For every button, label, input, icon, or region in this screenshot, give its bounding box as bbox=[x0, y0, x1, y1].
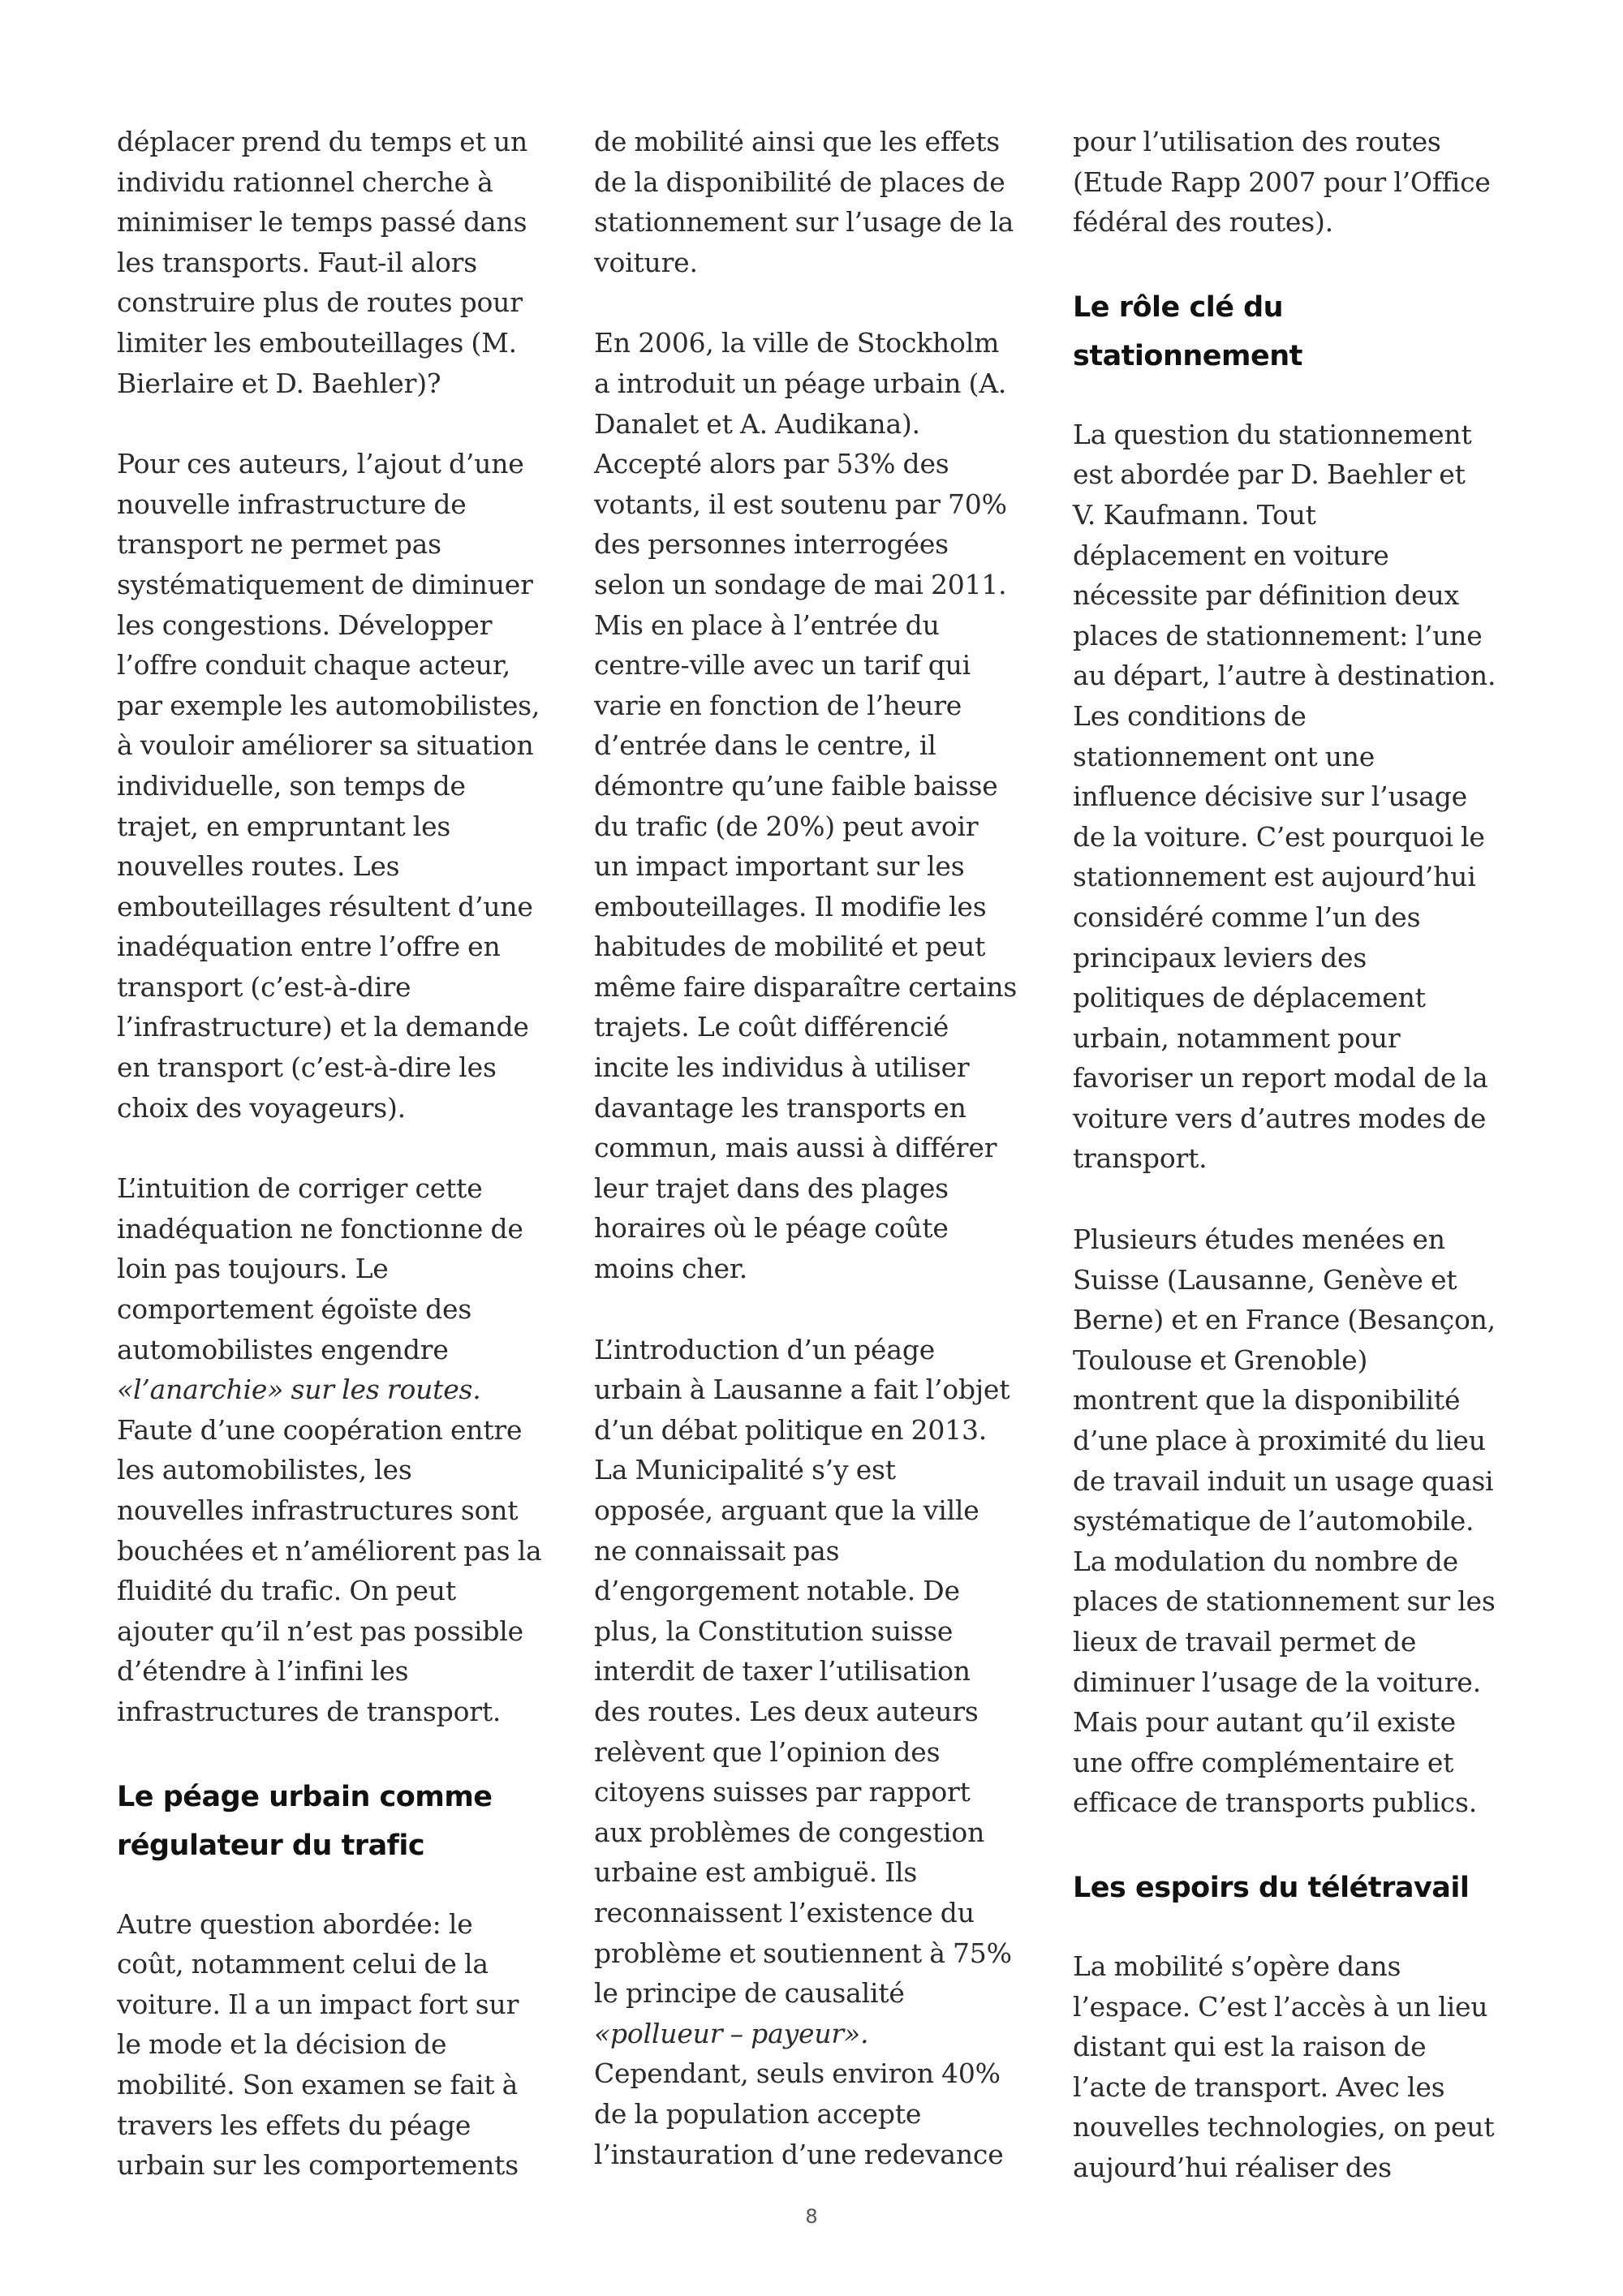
text-line: systématique de l’automobile. bbox=[1073, 1505, 1474, 1537]
text-line: relèvent que l’opinion des bbox=[594, 1735, 941, 1768]
text-line: choix des voyageurs). bbox=[117, 1091, 406, 1124]
page-number: 8 bbox=[805, 2205, 818, 2228]
text-line: mobilité. Son examen se fait à bbox=[117, 2068, 519, 2100]
heading-line: stationnement bbox=[1073, 339, 1302, 372]
text-line: individuelle, son temps de bbox=[117, 769, 466, 802]
text-line: de la population accepte bbox=[594, 2097, 922, 2130]
text-line: systématiquement de diminuer bbox=[117, 568, 533, 600]
text-line: automobilistes engendre bbox=[117, 1333, 449, 1365]
text-line: nouvelles infrastructures sont bbox=[117, 1494, 519, 1526]
text-line: Mis en place à l’entrée du bbox=[594, 608, 940, 641]
text-line: moins cher. bbox=[594, 1253, 748, 1285]
heading-line: Les espoirs du télétravail bbox=[1073, 1871, 1470, 1904]
text-line: d’entrée dans le centre, il bbox=[594, 729, 936, 762]
text-line: places de stationnement: l’une bbox=[1073, 619, 1483, 651]
text-line: selon un sondage de mai 2011. bbox=[594, 568, 1007, 600]
text-line: voiture. bbox=[594, 246, 698, 278]
text-line: trajets. Le coût différencié bbox=[594, 1011, 949, 1043]
text-line: travers les effets du péage bbox=[117, 2109, 471, 2141]
text-line: le mode et la décision de bbox=[117, 2028, 447, 2061]
paragraph bbox=[117, 1168, 559, 1731]
text-line: «pollueur – payeur». bbox=[594, 2017, 869, 2049]
text-line: interdit de taxer l’utilisation bbox=[594, 1655, 971, 1688]
text-line: Autre question abordée: le bbox=[117, 1907, 473, 1940]
text-column-2 bbox=[594, 122, 1036, 2215]
text-line: La mobilité s’opère dans bbox=[1073, 1950, 1401, 1982]
text-line: l’acte de transport. Avec les bbox=[1073, 2070, 1445, 2103]
text-line: nécessite par définition deux bbox=[1073, 579, 1459, 612]
heading-line: régulateur du trafic bbox=[117, 1829, 425, 1862]
text-line: La question du stationnement bbox=[1073, 418, 1472, 450]
text-line: limiter les embouteillages (M. bbox=[117, 326, 517, 359]
section-heading bbox=[1073, 283, 1515, 381]
text-line: davantage les transports en bbox=[594, 1091, 966, 1124]
text-line: des routes. Les deux auteurs bbox=[594, 1695, 979, 1727]
text-line: bouchées et n’améliorent pas la bbox=[117, 1534, 542, 1567]
text-line: construire plus de routes pour bbox=[117, 286, 523, 319]
paragraph bbox=[1073, 1219, 1515, 1823]
text-line: voiture vers d’autres modes de bbox=[1073, 1102, 1487, 1134]
text-line: comportement égoïste des bbox=[117, 1293, 472, 1326]
text-line: places de stationnement sur les bbox=[1073, 1585, 1496, 1618]
text-line: du trafic (de 20%) peut avoir bbox=[594, 810, 979, 842]
text-line: démontre qu’une faible baisse bbox=[594, 769, 998, 802]
text-line: l’instauration d’une redevance bbox=[594, 2138, 1004, 2170]
text-line: transport (c’est-à-dire bbox=[117, 970, 411, 1003]
text-column-1 bbox=[117, 122, 559, 2226]
text-line: le principe de causalité bbox=[594, 1977, 905, 2010]
text-line: Danalet et A. Audikana). bbox=[594, 407, 920, 440]
text-line: individu rationnel cherche à bbox=[117, 166, 493, 198]
text-line: centre-ville avec un tarif qui bbox=[594, 649, 971, 681]
paragraph bbox=[1073, 415, 1515, 1179]
text-line: trajet, en empruntant les bbox=[117, 810, 451, 842]
text-line: Cependant, seuls environ 40% bbox=[594, 2057, 1001, 2090]
heading-line: Le rôle clé du bbox=[1073, 290, 1284, 324]
text-line: citoyens suisses par rapport bbox=[594, 1776, 971, 1808]
paragraph bbox=[117, 122, 559, 403]
text-line: transport. bbox=[1073, 1142, 1208, 1175]
text-line: nouvelles technologies, on peut bbox=[1073, 2111, 1495, 2143]
text-line: problème et soutiennent à 75% bbox=[594, 1937, 1012, 1969]
text-line: efficace de transports publics. bbox=[1073, 1786, 1477, 1819]
text-line: La Municipalité s’y est bbox=[594, 1454, 896, 1486]
paragraph bbox=[117, 1904, 559, 2186]
text-line: urbaine est ambiguë. Ils bbox=[594, 1856, 918, 1889]
text-line: Berne) et en France (Besançon, bbox=[1073, 1304, 1496, 1336]
text-line: les automobilistes, les bbox=[117, 1454, 412, 1486]
text-line: En 2006, la ville de Stockholm bbox=[594, 327, 1000, 359]
text-line: les transports. Faut-il alors bbox=[117, 246, 477, 278]
paragraph bbox=[594, 1330, 1036, 2174]
section-heading bbox=[117, 1773, 559, 1870]
heading-line: Le péage urbain comme bbox=[117, 1780, 493, 1813]
text-line: d’étendre à l’infini les bbox=[117, 1655, 409, 1688]
text-line: Les conditions de bbox=[1073, 699, 1307, 732]
text-line: plus, la Constitution suisse bbox=[594, 1615, 954, 1647]
text-line: transport ne permet pas bbox=[117, 528, 441, 561]
text-line: l’infrastructure) et la demande bbox=[117, 1011, 529, 1043]
text-line: horaires où le péage coûte bbox=[594, 1212, 949, 1245]
text-line: inadéquation ne fonctionne de bbox=[117, 1212, 523, 1245]
text-line: L’introduction d’un péage bbox=[594, 1333, 936, 1365]
text-line: montrent que la disponibilité bbox=[1073, 1384, 1461, 1417]
text-line: Plusieurs études menées en bbox=[1073, 1223, 1445, 1256]
text-line: au départ, l’autre à destination. bbox=[1073, 660, 1496, 692]
text-line: urbain à Lausanne a fait l’objet bbox=[594, 1374, 1010, 1406]
text-line: Accepté alors par 53% des bbox=[594, 448, 949, 480]
text-line: est abordée par D. Baehler et bbox=[1073, 458, 1466, 491]
text-line: inadéquation entre l’offre en bbox=[117, 931, 501, 963]
text-line: distant qui est la raison de bbox=[1073, 2031, 1427, 2063]
section-heading bbox=[1073, 1864, 1515, 1912]
paragraph bbox=[117, 444, 559, 1128]
text-line: Pour ces auteurs, l’ajout d’une bbox=[117, 448, 524, 480]
text-line: diminuer l’usage de la voiture. bbox=[1073, 1666, 1481, 1698]
text-line: (Etude Rapp 2007 pour l’Office bbox=[1073, 166, 1491, 198]
text-line: d’engorgement notable. De bbox=[594, 1575, 960, 1607]
text-line: en transport (c’est-à-dire les bbox=[117, 1051, 497, 1084]
text-line: a introduit un péage urbain (A. bbox=[594, 367, 1007, 399]
text-line: minimiser le temps passé dans bbox=[117, 206, 527, 239]
text-line: fluidité du trafic. On peut bbox=[117, 1575, 456, 1607]
text-line: urbain sur les comportements bbox=[117, 2149, 519, 2182]
text-line: des personnes interrogées bbox=[594, 528, 949, 561]
text-line: les congestions. Développer bbox=[117, 608, 493, 641]
text-line: stationnement est aujourd’hui bbox=[1073, 861, 1476, 893]
text-line: aujourd’hui réaliser des bbox=[1073, 2151, 1392, 2183]
text-line: stationnement sur l’usage de la bbox=[594, 206, 1014, 239]
text-line: de mobilité ainsi que les effets bbox=[594, 126, 1001, 157]
text-line: d’une place à proximité du lieu bbox=[1073, 1425, 1486, 1457]
text-line: habitudes de mobilité et peut bbox=[594, 931, 986, 963]
text-line: de la disponibilité de places de bbox=[594, 166, 1005, 198]
text-line: commun, mais aussi à différer bbox=[594, 1132, 997, 1164]
text-line: embouteillages. Il modifie les bbox=[594, 890, 987, 922]
text-line: à vouloir améliorer sa situation bbox=[117, 729, 534, 762]
text-line: de la voiture. C’est pourquoi le bbox=[1073, 820, 1485, 853]
text-line: La modulation du nombre de bbox=[1073, 1545, 1458, 1577]
text-line: infrastructures de transport. bbox=[117, 1695, 502, 1727]
text-line: politiques de déplacement bbox=[1073, 982, 1426, 1014]
text-line: pour l’utilisation des routes bbox=[1073, 126, 1441, 157]
text-line: même faire disparaître certains bbox=[594, 970, 1018, 1003]
text-line: coût, notamment celui de la bbox=[117, 1948, 489, 1980]
text-line: l’espace. C’est l’accès à un lieu bbox=[1073, 1990, 1488, 2023]
text-line: principaux leviers des bbox=[1073, 941, 1367, 974]
text-line: considéré comme l’un des bbox=[1073, 901, 1421, 933]
text-line: leur trajet dans des plages bbox=[594, 1172, 949, 1204]
text-line: reconnaissent l’existence du bbox=[594, 1896, 975, 1928]
text-line: déplacement en voiture bbox=[1073, 539, 1389, 571]
text-column-3 bbox=[1073, 122, 1515, 2229]
text-line: Faute d’une coopération entre bbox=[117, 1413, 523, 1446]
text-line: varie en fonction de l’heure bbox=[594, 689, 962, 721]
text-line: embouteillages résultent d’une bbox=[117, 890, 533, 922]
text-line: loin pas toujours. Le bbox=[117, 1253, 389, 1285]
text-line: lieux de travail permet de bbox=[1073, 1626, 1417, 1658]
text-line: Suisse (Lausanne, Genève et bbox=[1073, 1263, 1457, 1296]
text-line: Toulouse et Grenoble) bbox=[1073, 1344, 1368, 1376]
text-line: un impact important sur les bbox=[594, 850, 965, 883]
text-line: par exemple les automobilistes, bbox=[117, 689, 540, 721]
paragraph bbox=[594, 323, 1036, 1288]
text-line: nouvelle infrastructure de bbox=[117, 488, 467, 520]
text-line: Mais pour autant qu’il existe bbox=[1073, 1706, 1456, 1739]
text-line: L’intuition de corriger cette bbox=[117, 1172, 483, 1205]
text-line: favoriser un report modal de la bbox=[1073, 1062, 1488, 1094]
text-line: Bierlaire et D. Baehler)? bbox=[117, 367, 441, 399]
text-line: ne connaissait pas bbox=[594, 1534, 840, 1567]
text-line: incite les individus à utiliser bbox=[594, 1051, 970, 1084]
text-line: votants, il est soutenu par 70% bbox=[594, 488, 1007, 520]
text-line: déplacer prend du temps et un bbox=[117, 126, 528, 157]
text-line: stationnement ont une bbox=[1073, 740, 1375, 772]
text-line: de travail induit un usage quasi bbox=[1073, 1464, 1494, 1497]
text-line: opposée, arguant que la ville bbox=[594, 1494, 979, 1526]
paragraph bbox=[1073, 122, 1515, 243]
text-line: une offre complémentaire et bbox=[1073, 1746, 1454, 1778]
text-line: V. Kaufmann. Tout bbox=[1073, 498, 1316, 531]
text-line: d’un débat politique en 2013. bbox=[594, 1413, 988, 1446]
text-line: nouvelles routes. Les bbox=[117, 850, 400, 883]
paragraph bbox=[1073, 1946, 1515, 2188]
text-line: «l’anarchie» sur les routes. bbox=[117, 1374, 481, 1406]
text-line: l’offre conduit chaque acteur, bbox=[117, 649, 511, 681]
text-line: urbain, notamment pour bbox=[1073, 1021, 1401, 1054]
text-line: aux problèmes de congestion bbox=[594, 1816, 985, 1848]
text-line: influence décisive sur l’usage bbox=[1073, 780, 1467, 813]
paragraph bbox=[594, 122, 1036, 282]
text-line: ajouter qu’il n’est pas possible bbox=[117, 1615, 523, 1647]
text-line: voiture. Il a un impact fort sur bbox=[117, 1988, 519, 2020]
text-line: fédéral des routes). bbox=[1073, 206, 1333, 239]
